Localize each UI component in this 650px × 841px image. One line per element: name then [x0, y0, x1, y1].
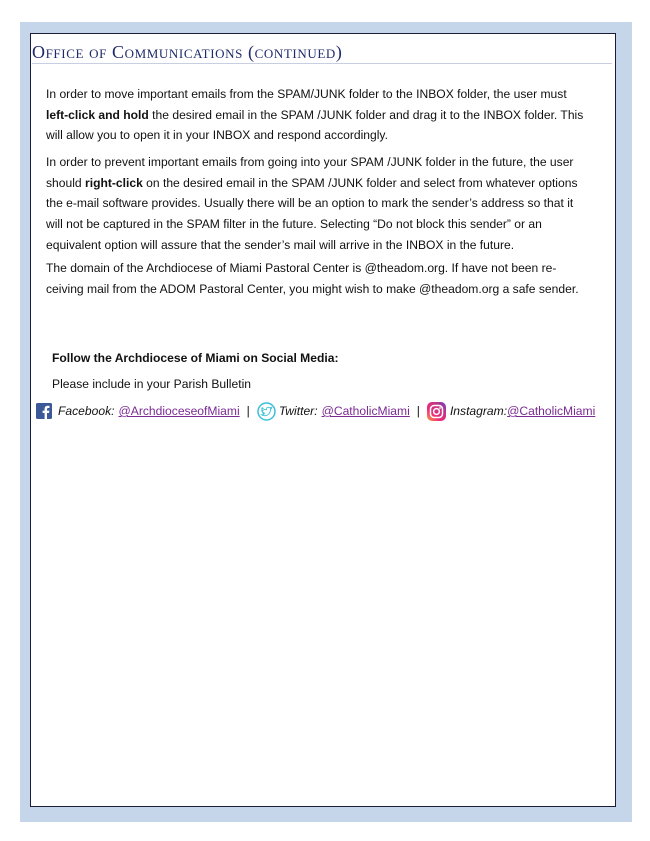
paragraph-text: In order to prevent important emails from going into your SPAM /JUNK folder in the future, the user should	[46, 155, 574, 190]
instagram-icon[interactable]	[427, 402, 446, 421]
facebook-link[interactable]: @ArchdioceseofMiami	[118, 404, 240, 418]
facebook-icon[interactable]	[36, 403, 52, 419]
separator: |	[246, 404, 250, 418]
paragraph-move-emails	[46, 84, 592, 146]
facebook-label: Facebook:	[58, 404, 115, 418]
twitter-link[interactable]: @CatholicMiami	[321, 404, 410, 418]
section-heading: Office of Communications (continued)	[32, 42, 343, 62]
paragraph-domain: The domain of the Archdiocese of Miami Pastoral Center is @theadom.org. If have not been re-ceiving mail from the ADOM Pastoral Center, you might wish to make @theadom.org a safe sender.	[46, 261, 579, 296]
bold-instruction: right-click	[85, 175, 143, 190]
social-media-subtext: Please include in your Parish Bulletin	[52, 377, 251, 391]
bold-instruction: left-click and hold	[46, 107, 149, 122]
twitter-icon[interactable]	[257, 402, 276, 421]
twitter-label: Twitter:	[278, 404, 318, 418]
social-links-row	[36, 400, 616, 422]
paragraph-text: the desired email in the SPAM /JUNK folder and drag it to the INBOX folder. This will allow you to open it in your INBOX and respond accordingly.	[46, 107, 584, 143]
paragraph-prevent-spam	[46, 152, 592, 256]
heading-divider	[32, 63, 612, 64]
paragraph-text: on the desired email in the SPAM /JUNK folder and select from whatever options the e-mail software provides. Usually there will be an option to mark the sender’s address so that it will not be captured in the SPAM filter in the future. Selecting “Do not block this sender” or an equivalent option will assure that the sender’s mail will arrive in the INBOX in the future.	[46, 175, 578, 252]
paragraph-text: In order to move important emails from the SPAM/JUNK folder to the INBOX folder, the user must	[46, 87, 567, 101]
instagram-label: Instagram:	[449, 404, 508, 418]
separator: |	[416, 404, 420, 418]
social-media-heading: Follow the Archdiocese of Miami on Social Media:	[52, 351, 339, 365]
instagram-link[interactable]: @CatholicMiami	[507, 404, 596, 418]
